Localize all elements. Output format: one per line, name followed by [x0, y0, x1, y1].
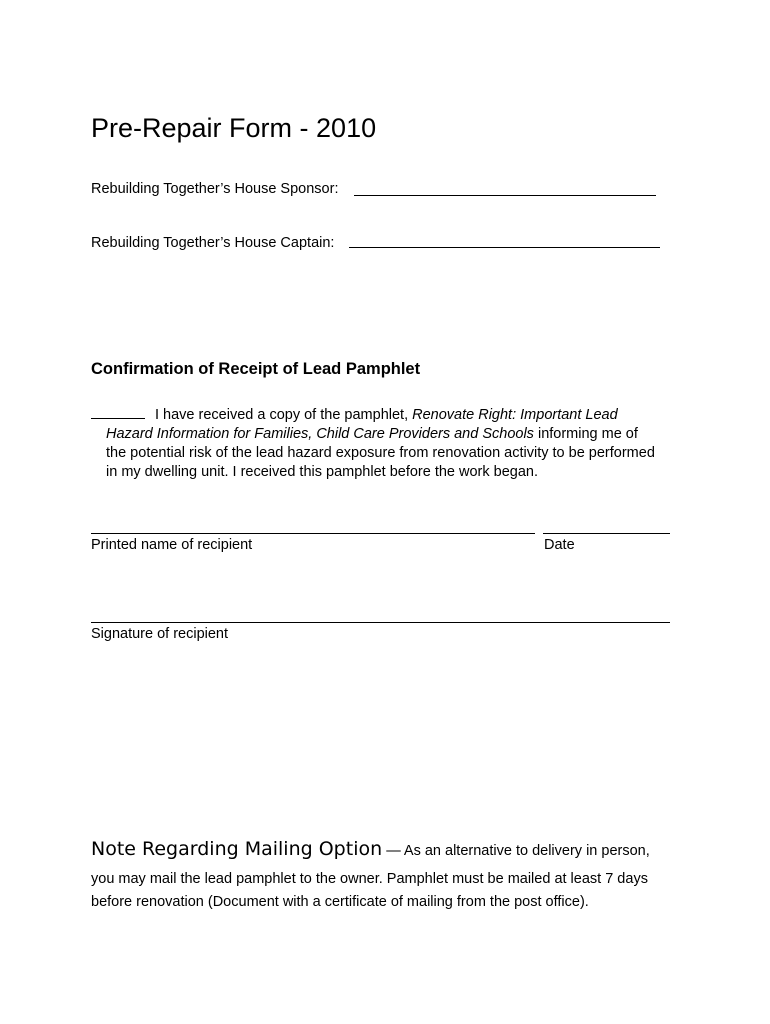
mailing-note-line-2: you may mail the lead pamphlet to the owner. Pamphlet must be mailed at least 7 days: [91, 871, 648, 887]
confirmation-line-3: the potential risk of the lead hazard exposure from renovation activity to be performed: [106, 445, 655, 461]
mailing-note-dash-text: — As an alternative to delivery in person,: [386, 843, 650, 859]
mailing-note: [91, 834, 691, 912]
sponsor-label: Rebuilding Together’s House Sponsor:: [91, 181, 339, 197]
printed-name-label: Printed name of recipient: [91, 537, 253, 553]
pamphlet-title-part-1: Renovate Right: Important Lead: [412, 407, 618, 423]
mailing-note-heading: Note Regarding Mailing Option: [91, 838, 383, 860]
captain-label: Rebuilding Together’s House Captain:: [91, 235, 335, 251]
date-label: Date: [544, 537, 575, 553]
mailing-note-line-1: [91, 834, 691, 866]
date-field[interactable]: [543, 533, 670, 534]
confirmation-paragraph: [91, 404, 691, 482]
confirmation-heading: Confirmation of Receipt of Lead Pamphlet: [91, 360, 421, 378]
confirmation-text-1: I have received a copy of the pamphlet,: [155, 407, 409, 423]
signature-label: Signature of recipient: [91, 626, 229, 642]
page-title: Pre-Repair Form - 2010: [91, 113, 377, 143]
printed-name-field[interactable]: [91, 533, 535, 534]
confirmation-line-2: [91, 425, 691, 444]
mailing-note-line-3: before renovation (Document with a certificate of mailing from the post office).: [91, 894, 589, 910]
confirmation-text-2: informing me of: [537, 426, 638, 442]
pamphlet-title-part-2: Hazard Information for Families, Child Care Providers and Schools: [106, 426, 534, 442]
captain-field[interactable]: [349, 247, 660, 248]
signature-field[interactable]: [91, 622, 670, 623]
initials-field[interactable]: [91, 404, 145, 419]
confirmation-line-4: in my dwelling unit. I received this pamphlet before the work began.: [106, 464, 539, 480]
confirmation-line-1: [91, 404, 691, 425]
sponsor-field[interactable]: [354, 195, 656, 196]
